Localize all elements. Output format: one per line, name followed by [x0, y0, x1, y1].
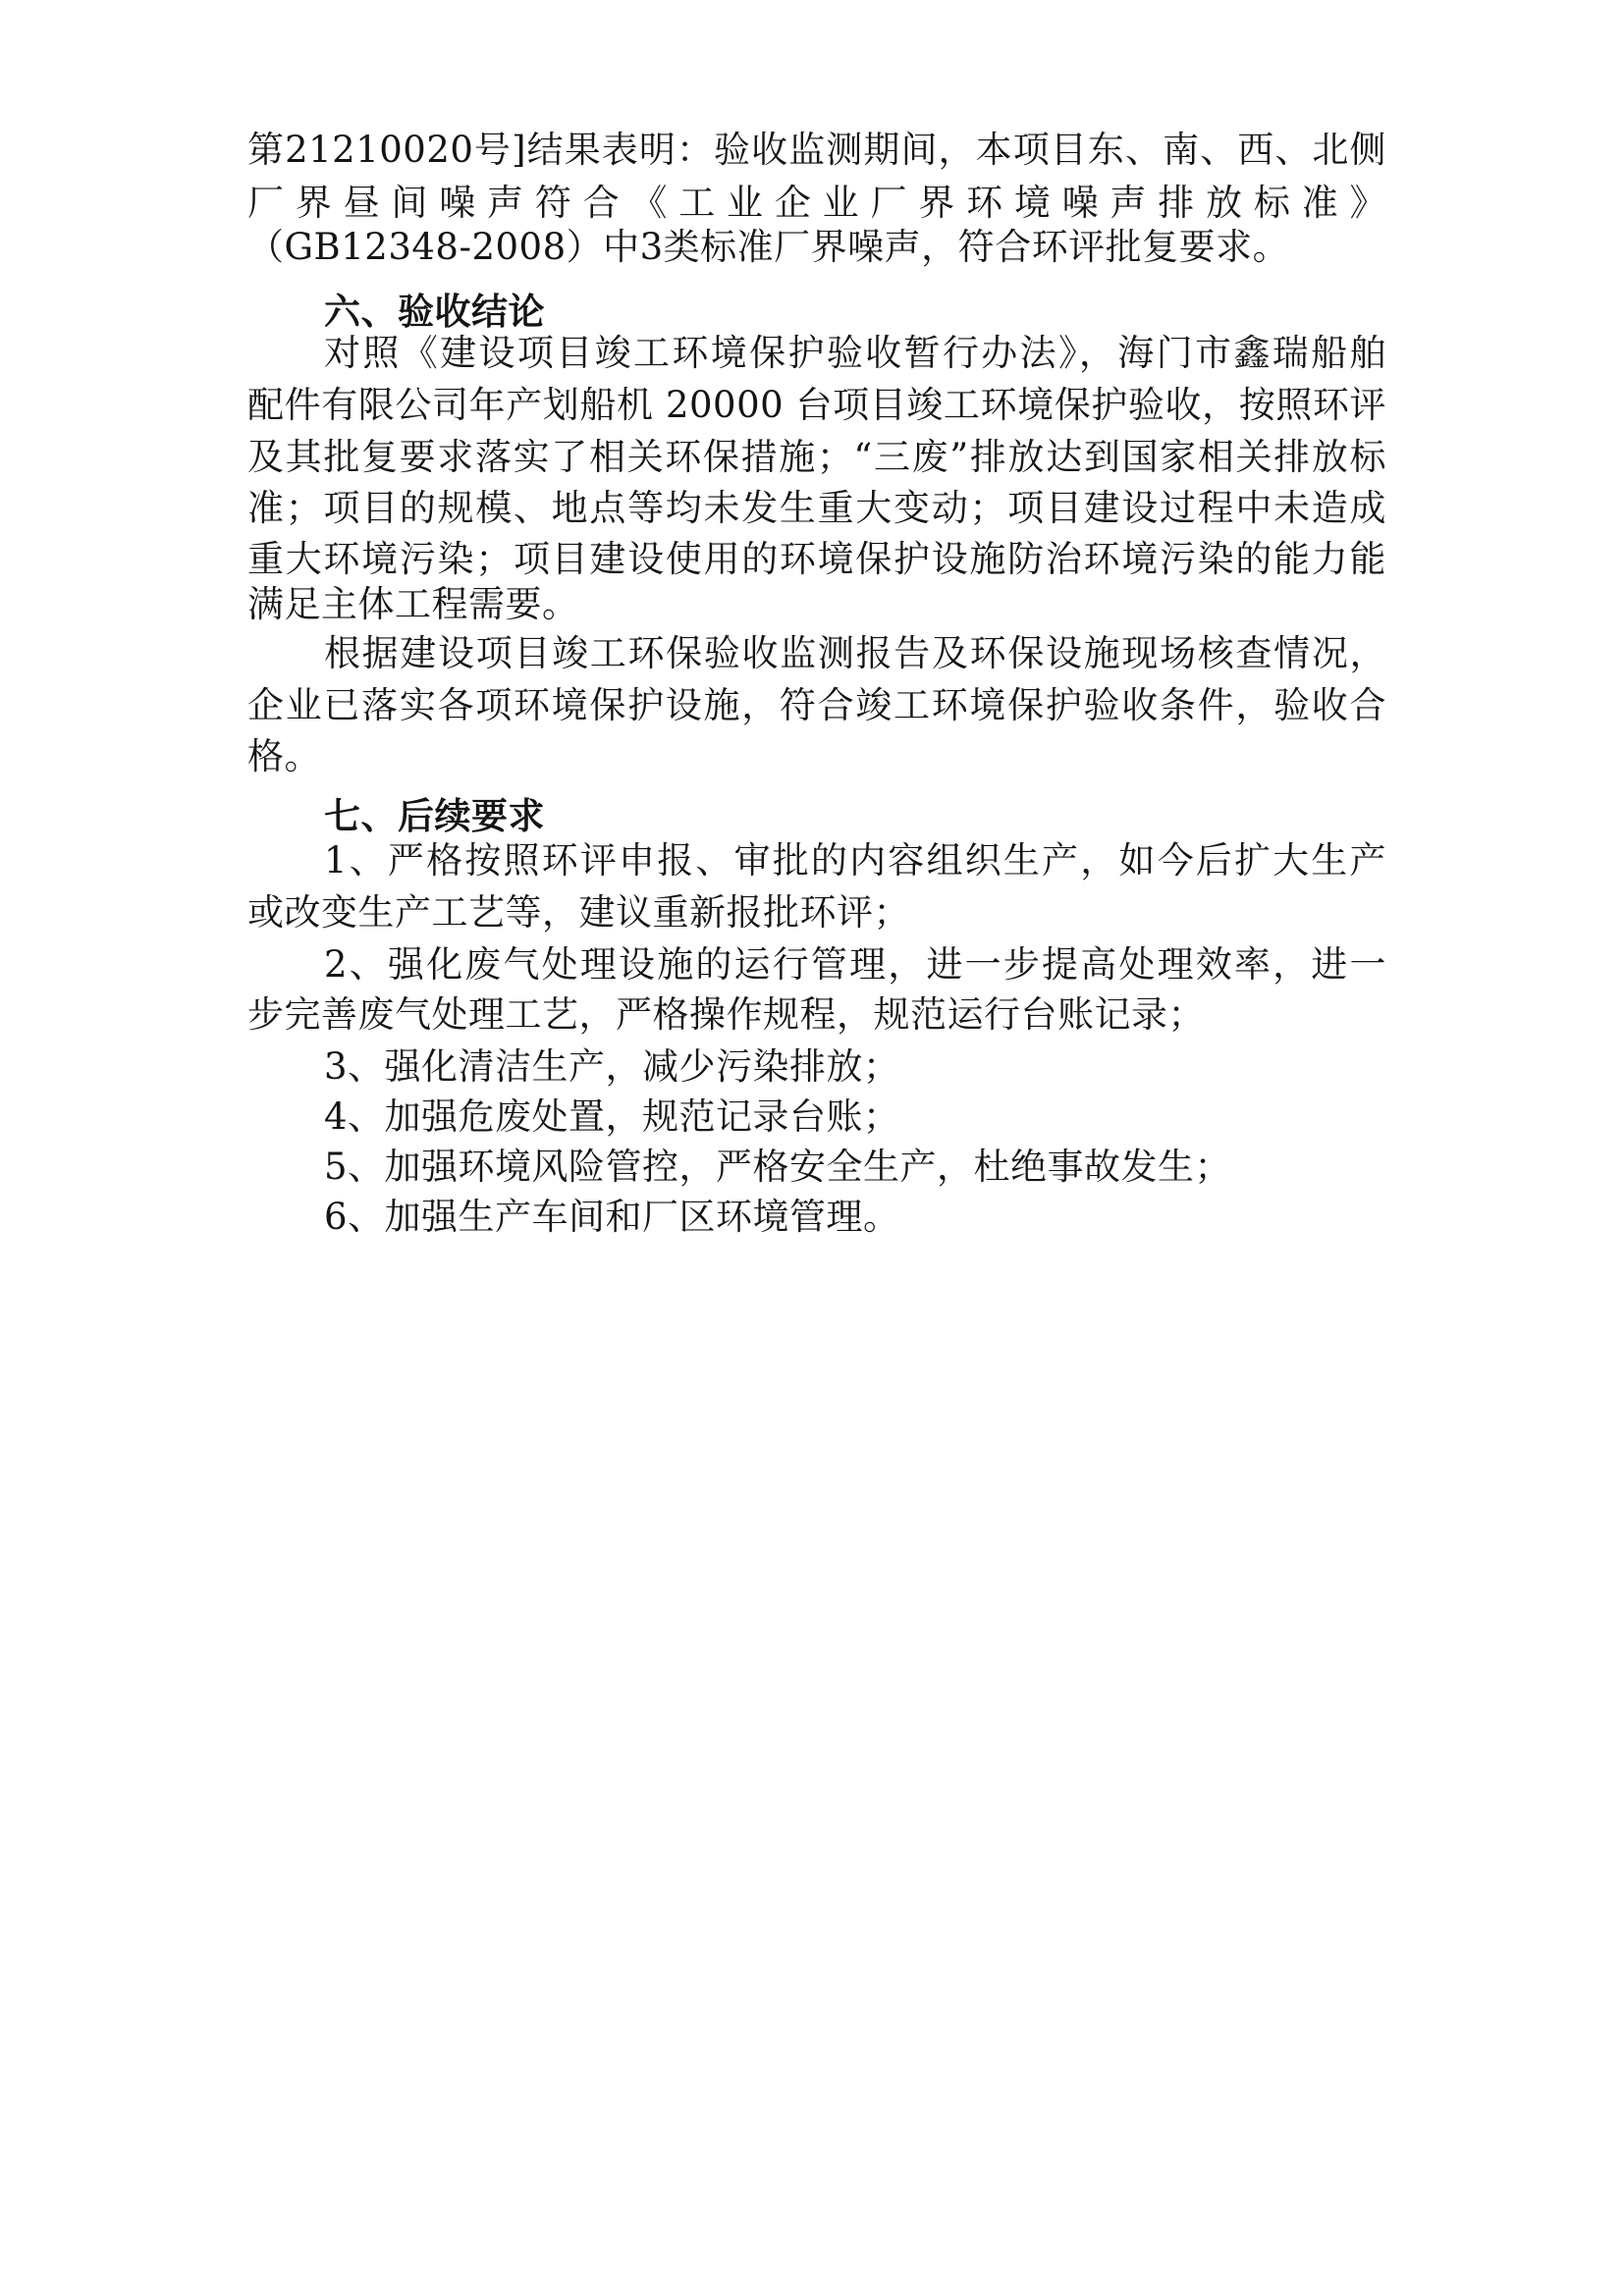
paragraph-line: 格。 [247, 735, 321, 777]
paragraph-line: 对照《建设项目竣工环境保护验收暂行办法》，海门市鑫瑞船舶 [324, 332, 1386, 374]
paragraph-line: 重大环境污染；项目建设使用的环境保护设施防治环境污染的能力能 [247, 538, 1386, 580]
section-heading-acceptance-conclusion: 六、验收结论 [324, 290, 545, 333]
list-item-3: 3、强化清洁生产，减少污染排放； [324, 1045, 900, 1088]
paragraph-line: （GB12348-2008）中3类标准厂界噪声，符合环评批复要求。 [247, 226, 1290, 268]
paragraph-line: 厂界昼间噪声符合《工业企业厂界环境噪声排放标准》 [247, 182, 1386, 224]
paragraph-line: 及其批复要求落实了相关环保措施；“三废”排放达到国家相关排放标 [247, 436, 1386, 478]
list-item-6: 6、加强生产车间和厂区环境管理。 [324, 1196, 900, 1238]
list-item-1-line-2: 或改变生产工艺等，建议重新报批环评； [247, 891, 910, 934]
list-item-1-line-1: 1、严格按照环评申报、审批的内容组织生产，如今后扩大生产 [324, 839, 1386, 881]
paragraph-line: 准；项目的规模、地点等均未发生重大变动；项目建设过程中未造成 [247, 487, 1386, 529]
paragraph-line: 第21210020号]结果表明：验收监测期间，本项目东、南、西、北侧 [247, 129, 1386, 171]
list-item-2-line-1: 2、强化废气处理设施的运行管理，进一步提高处理效率，进一 [324, 943, 1386, 986]
list-item-4: 4、加强危废处置，规范记录台账； [324, 1095, 900, 1138]
section-heading-follow-up-requirements: 七、后续要求 [324, 794, 545, 837]
list-item-2-line-2: 步完善废气处理工艺，严格操作规程，规范运行台账记录； [247, 993, 1205, 1036]
paragraph-line: 满足主体工程需要。 [247, 583, 579, 625]
paragraph-line: 配件有限公司年产划船机 20000 台项目竣工环境保护验收，按照环评 [247, 384, 1386, 426]
list-item-5: 5、加强环境风险管控，严格安全生产，杜绝事故发生； [324, 1146, 1232, 1188]
paragraph-line: 根据建设项目竣工环保验收监测报告及环保设施现场核查情况， [324, 632, 1386, 674]
paragraph-line: 企业已落实各项环境保护设施，符合竣工环境保护验收条件，验收合 [247, 684, 1386, 726]
